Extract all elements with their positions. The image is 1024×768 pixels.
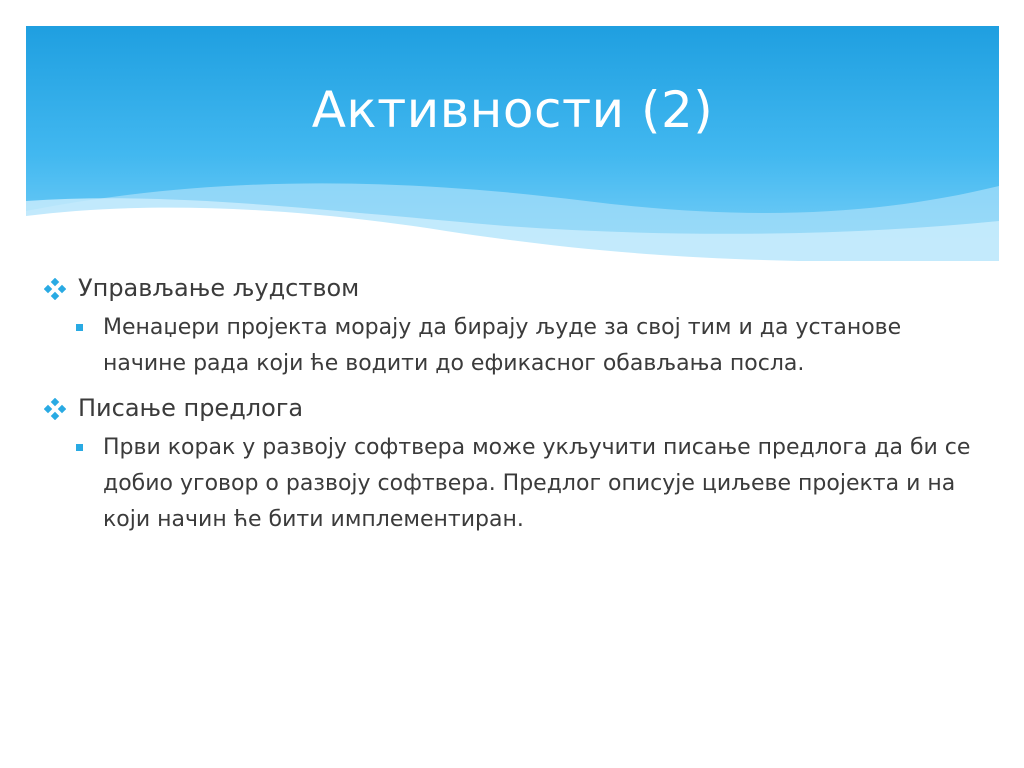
diamond-bullet-icon — [44, 278, 66, 300]
bullet-level1 — [42, 270, 1002, 306]
diamond-bullet-icon — [44, 398, 66, 420]
bullet-level1 — [42, 390, 1002, 426]
wave-background — [26, 26, 999, 261]
square-bullet-icon — [76, 324, 83, 331]
bullet-text: Менаџери пројекта морају да бирају људе за свој тим и да установе начине рада који ће водити до ефикасног обављања посла. — [103, 315, 902, 376]
title-banner — [26, 26, 999, 261]
bullet-text: Први корак у развоју софтвера може укључити писање предлога да би се добио уговор о развоју софтвера. Предлог описује циљеве пројекта и на који начин ће бити имплементиран. — [103, 435, 971, 532]
bullet-level2 — [42, 430, 983, 538]
bullet-label: Писање предлога — [78, 394, 304, 422]
bullet-level2 — [42, 310, 983, 382]
bullet-label: Управљање људством — [78, 274, 360, 302]
square-bullet-icon — [76, 444, 83, 451]
slide-title: Активности (2) — [311, 81, 714, 139]
slide-content — [42, 270, 1002, 546]
